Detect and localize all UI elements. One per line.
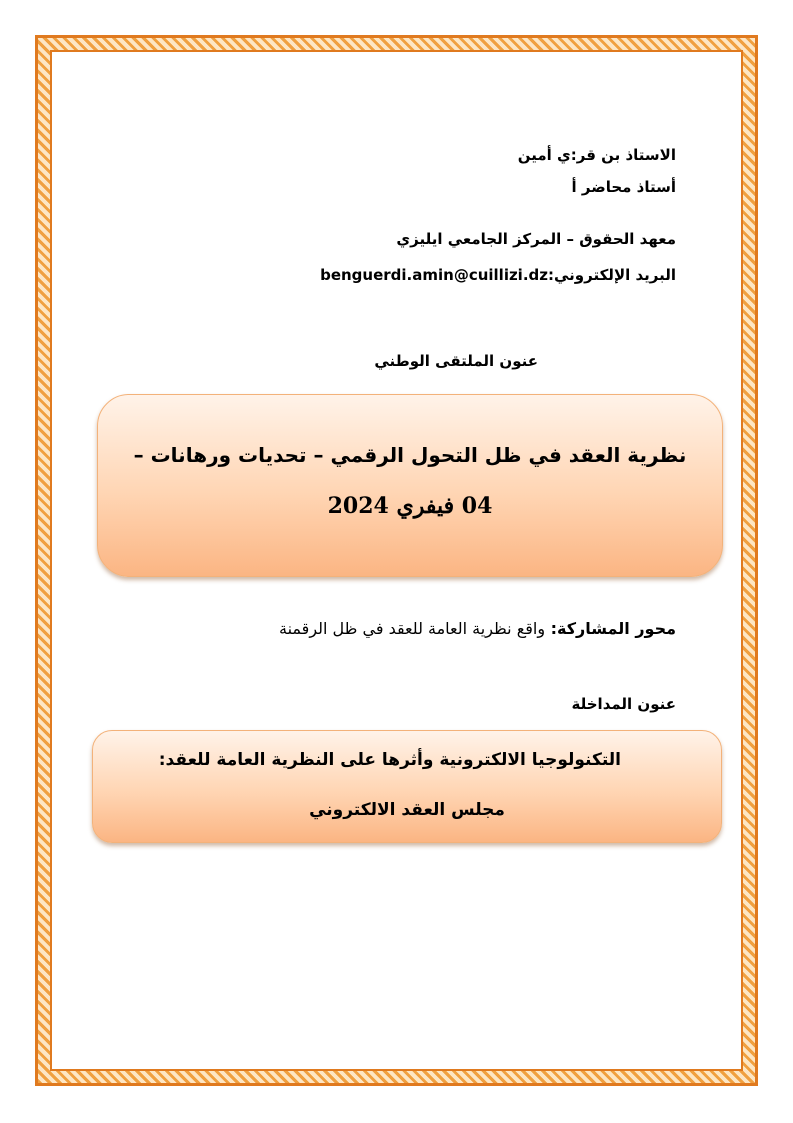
author-name: الاستاذ بن قر:ي أمين: [517, 146, 676, 164]
conference-date: 04 فيفري 2024: [327, 493, 493, 519]
axis-text: واقع نظرية العامة للعقد في ظل الرقمنة: [279, 619, 546, 638]
paper-label: عنو‌ن المداخلة: [571, 695, 676, 713]
paper-title-box: [92, 730, 722, 843]
author-email-line: [320, 266, 676, 284]
conference-title-box: [97, 394, 723, 577]
axis-label: محور المشاركة:: [550, 619, 676, 638]
email-label: البريد الإلكتروني:: [548, 266, 676, 284]
author-institution: معهد الحقوق – المركز الجامعي ايليزي: [396, 230, 676, 248]
conference-label: عنو‌ن الملتقى الوطني: [374, 352, 538, 370]
paper-subtitle: مجلس العقد الالكتروني: [309, 800, 505, 820]
paper-title: التكنولوجيا الالكترونية وأثرها على النظرية العامة للعقد:: [158, 750, 621, 770]
email-address: benguerdi.amin@cuillizi.dz: [320, 266, 548, 284]
participation-axis: [279, 619, 676, 638]
author-rank: أستاذ محاضر أ: [571, 178, 676, 196]
conference-title: نظرية العقد في ظل التحول الرقمي – تحديات ورهانات –: [133, 443, 687, 467]
